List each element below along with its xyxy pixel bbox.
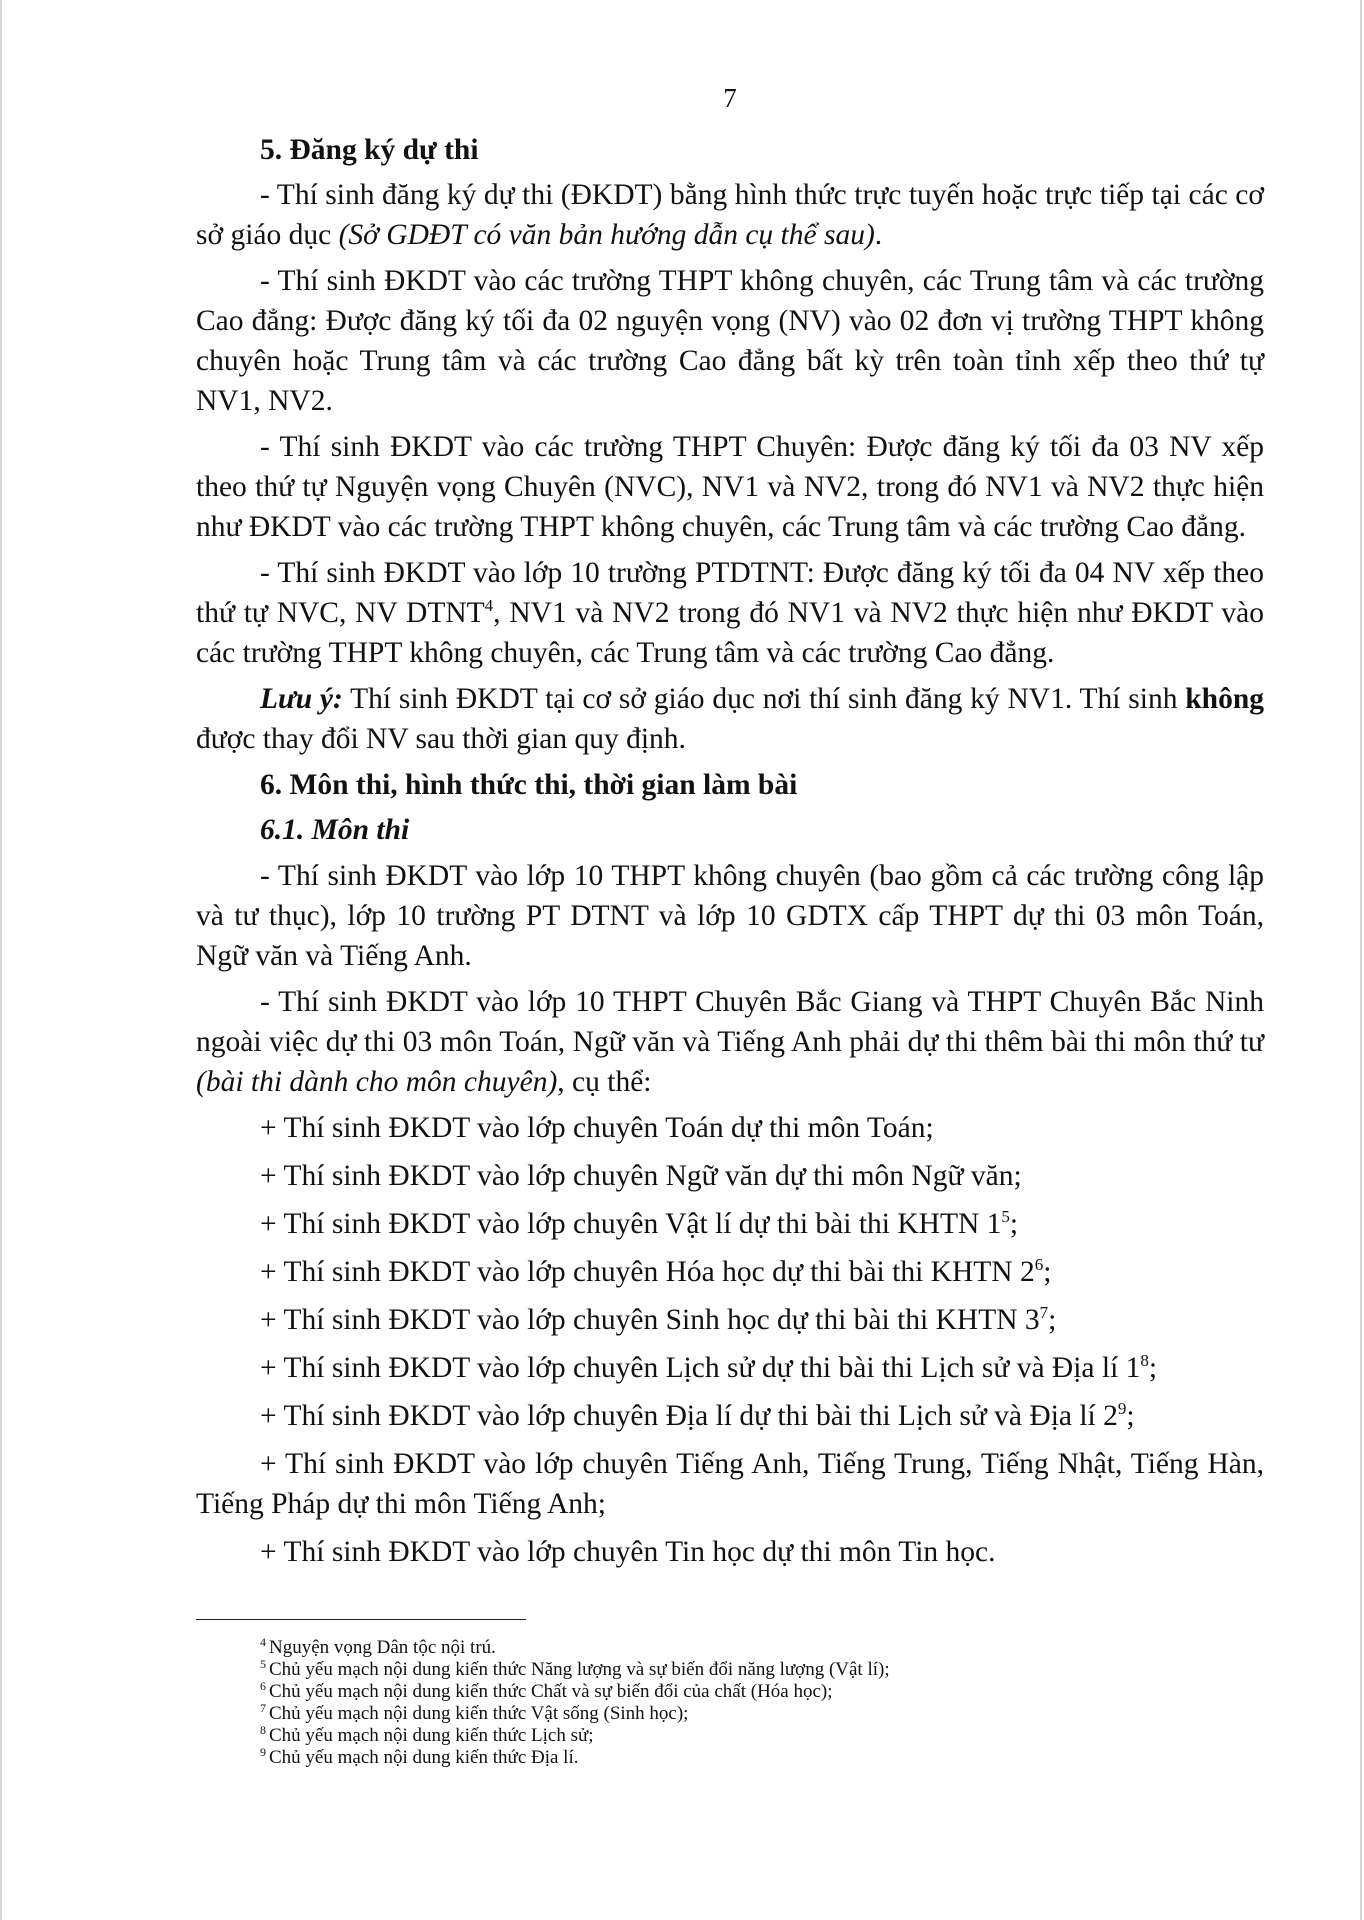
note-bold-text: không (1185, 683, 1264, 715)
footnote-text: Nguyện vọng Dân tộc nội trú. (269, 1637, 496, 1658)
item-text-end: ; (1126, 1400, 1135, 1432)
page-number: 7 (723, 83, 737, 113)
exam-subject-item (196, 1108, 1264, 1148)
section-6-heading: 6. Môn thi, hình thức thi, thời gian làm bài (260, 769, 798, 801)
footnote-8 (260, 1725, 1260, 1747)
footnote-ref-8[interactable]: 8 (1140, 1351, 1149, 1370)
item-text-end: ; (1148, 1352, 1158, 1384)
paragraph-text: - Thí sinh đăng ký dự thi (ĐKDT) bằng hình thức trực tuyến hoặc trực tiếp tại các cơ sở giáo dục (196, 179, 1264, 251)
exam-subject-item (196, 1300, 1264, 1340)
note-text-end: được thay đổi NV sau thời gian quy định. (196, 723, 686, 755)
footnote-number: 9 (260, 1745, 266, 1759)
exam-subject-item (196, 1348, 1264, 1388)
item-text-end: ; (1048, 1304, 1057, 1336)
footnote-ref-9[interactable]: 9 (1117, 1399, 1127, 1418)
item-text: + Thí sinh ĐKDT vào lớp chuyên Sinh học dự thi bài thi KHTN 3 (260, 1304, 1040, 1336)
document-body (196, 130, 1264, 1580)
footnote-4 (260, 1637, 1260, 1659)
item-text: + Thí sinh ĐKDT vào lớp chuyên Toán dự thi môn Toán; (260, 1112, 934, 1144)
item-text: + Thí sinh ĐKDT vào lớp chuyên Vật lí dự thi bài thi KHTN 1 (260, 1208, 1002, 1240)
paragraph-text-end: . (874, 219, 883, 251)
item-text-end: ; (1043, 1256, 1052, 1288)
footnotes (260, 1637, 1260, 1769)
footnote-number: 4 (260, 1635, 266, 1649)
exam-subject-item (196, 1204, 1264, 1244)
item-text: + Thí sinh ĐKDT vào lớp chuyên Ngữ văn dự thi môn Ngữ văn; (260, 1160, 1022, 1192)
section-5-paragraph-3: - Thí sinh ĐKDT vào các trường THPT Chuyên: Được đăng ký tối đa 03 NV xếp theo thứ tự Nguyện vọng Chuyên (NVC), NV1 và NV2, trong đó NV1 và NV2 thực hiện như ĐKDT vào các trường THPT không chuyên, các Trung tâm và các trường Cao đẳng. (196, 431, 1264, 543)
paragraph-text: - Thí sinh ĐKDT vào lớp 10 trường PTDTNT: Được đăng ký tối đa 04 NV xếp theo thứ tự NVC, NV DTNT (196, 557, 1264, 629)
item-text: + Thí sinh ĐKDT vào lớp chuyên Lịch sử dự thi bài thi Lịch sử và Địa lí 1 (260, 1352, 1141, 1384)
footnote-number: 6 (260, 1679, 266, 1693)
footnote-ref-7[interactable]: 7 (1039, 1303, 1049, 1322)
item-text: + Thí sinh ĐKDT vào lớp chuyên Tiếng Anh, Tiếng Trung, Tiếng Nhật, Tiếng Hàn, Tiếng Pháp dự thi môn Tiếng Anh; (196, 1448, 1264, 1520)
exam-subject-item (196, 1252, 1264, 1292)
section-6-paragraph-2 (196, 982, 1264, 1102)
footnote-ref-4[interactable]: 4 (484, 596, 494, 615)
exam-subject-item (196, 1396, 1264, 1436)
page-edge-left (0, 0, 2, 1920)
section-5-paragraph-2: - Thí sinh ĐKDT vào các trường THPT không chuyên, các Trung tâm và các trường Cao đẳng: Được đăng ký tối đa 02 nguyện vọng (NV) vào 02 đơn vị trường THPT không chuyên hoặc Trung tâm và các trường Cao đẳng bất kỳ trên toàn tỉnh xếp theo thứ tự NV1, NV2. (196, 265, 1264, 417)
paragraph-italic-text: (bài thi dành cho môn chuyên) (196, 1066, 558, 1098)
paragraph-italic-text: (Sở GDĐT có văn bản hướng dẫn cụ thể sau) (338, 219, 875, 251)
footnote-6 (260, 1681, 1260, 1703)
footnote-number: 5 (260, 1657, 266, 1671)
footnote-7 (260, 1703, 1260, 1725)
footnote-number: 8 (260, 1723, 266, 1737)
footnote-text: Chủ yếu mạch nội dung kiến thức Vật sống (Sinh học); (269, 1703, 689, 1724)
section-5-paragraph-4 (196, 553, 1264, 673)
paragraph-text: - Thí sinh ĐKDT vào lớp 10 THPT Chuyên Bắc Giang và THPT Chuyên Bắc Ninh ngoài việc dự thi 03 môn Toán, Ngữ văn và Tiếng Anh phải dự thi thêm bài thi môn thứ tư (196, 986, 1264, 1058)
footnote-text: Chủ yếu mạch nội dung kiến thức Địa lí. (269, 1747, 579, 1768)
footnote-5 (260, 1659, 1260, 1681)
paragraph-text-end: , cụ thể: (557, 1066, 652, 1098)
footnote-separator (196, 1619, 526, 1620)
footnote-ref-5[interactable]: 5 (1001, 1207, 1010, 1226)
footnote-text: Chủ yếu mạch nội dung kiến thức Chất và sự biến đổi của chất (Hóa học); (269, 1681, 833, 1702)
footnote-ref-6[interactable]: 6 (1034, 1255, 1044, 1274)
exam-subject-item (196, 1156, 1264, 1196)
section-6-1-subheading: 6.1. Môn thi (260, 814, 410, 846)
section-6-paragraph-1: - Thí sinh ĐKDT vào lớp 10 THPT không chuyên (bao gồm cả các trường công lập và tư thục), lớp 10 trường PT DTNT và lớp 10 GDTX cấp THPT dự thi 03 môn Toán, Ngữ văn và Tiếng Anh. (196, 860, 1264, 972)
item-text: + Thí sinh ĐKDT vào lớp chuyên Hóa học dự thi bài thi KHTN 2 (260, 1256, 1035, 1288)
section-5-heading: 5. Đăng ký dự thi (260, 134, 479, 166)
footnote-number: 7 (260, 1701, 266, 1715)
section-5-paragraph-1 (196, 175, 1264, 255)
item-text: + Thí sinh ĐKDT vào lớp chuyên Tin học dự thi môn Tin học. (260, 1536, 996, 1568)
paragraph-text-end: , NV1 và NV2 trong đó NV1 và NV2 thực hiện như ĐKDT vào các trường THPT không chuyên, các Trung tâm và các trường Cao đẳng. (196, 597, 1264, 669)
exam-subject-item (196, 1444, 1264, 1524)
note-text: Thí sinh ĐKDT tại cơ sở giáo dục nơi thí sinh đăng ký NV1. Thí sinh (342, 683, 1186, 715)
item-text: + Thí sinh ĐKDT vào lớp chuyên Địa lí dự thi bài thi Lịch sử và Địa lí 2 (260, 1400, 1118, 1432)
note-label: Lưu ý: (260, 683, 343, 715)
page-edge-right (1360, 0, 1362, 1920)
section-5-note (196, 679, 1264, 759)
exam-subject-item (196, 1532, 1264, 1572)
item-text-end: ; (1009, 1208, 1019, 1240)
footnote-text: Chủ yếu mạch nội dung kiến thức Năng lượng và sự biến đổi năng lượng (Vật lí); (269, 1659, 890, 1680)
footnote-9 (260, 1747, 1260, 1769)
footnote-text: Chủ yếu mạch nội dung kiến thức Lịch sử; (269, 1725, 594, 1746)
